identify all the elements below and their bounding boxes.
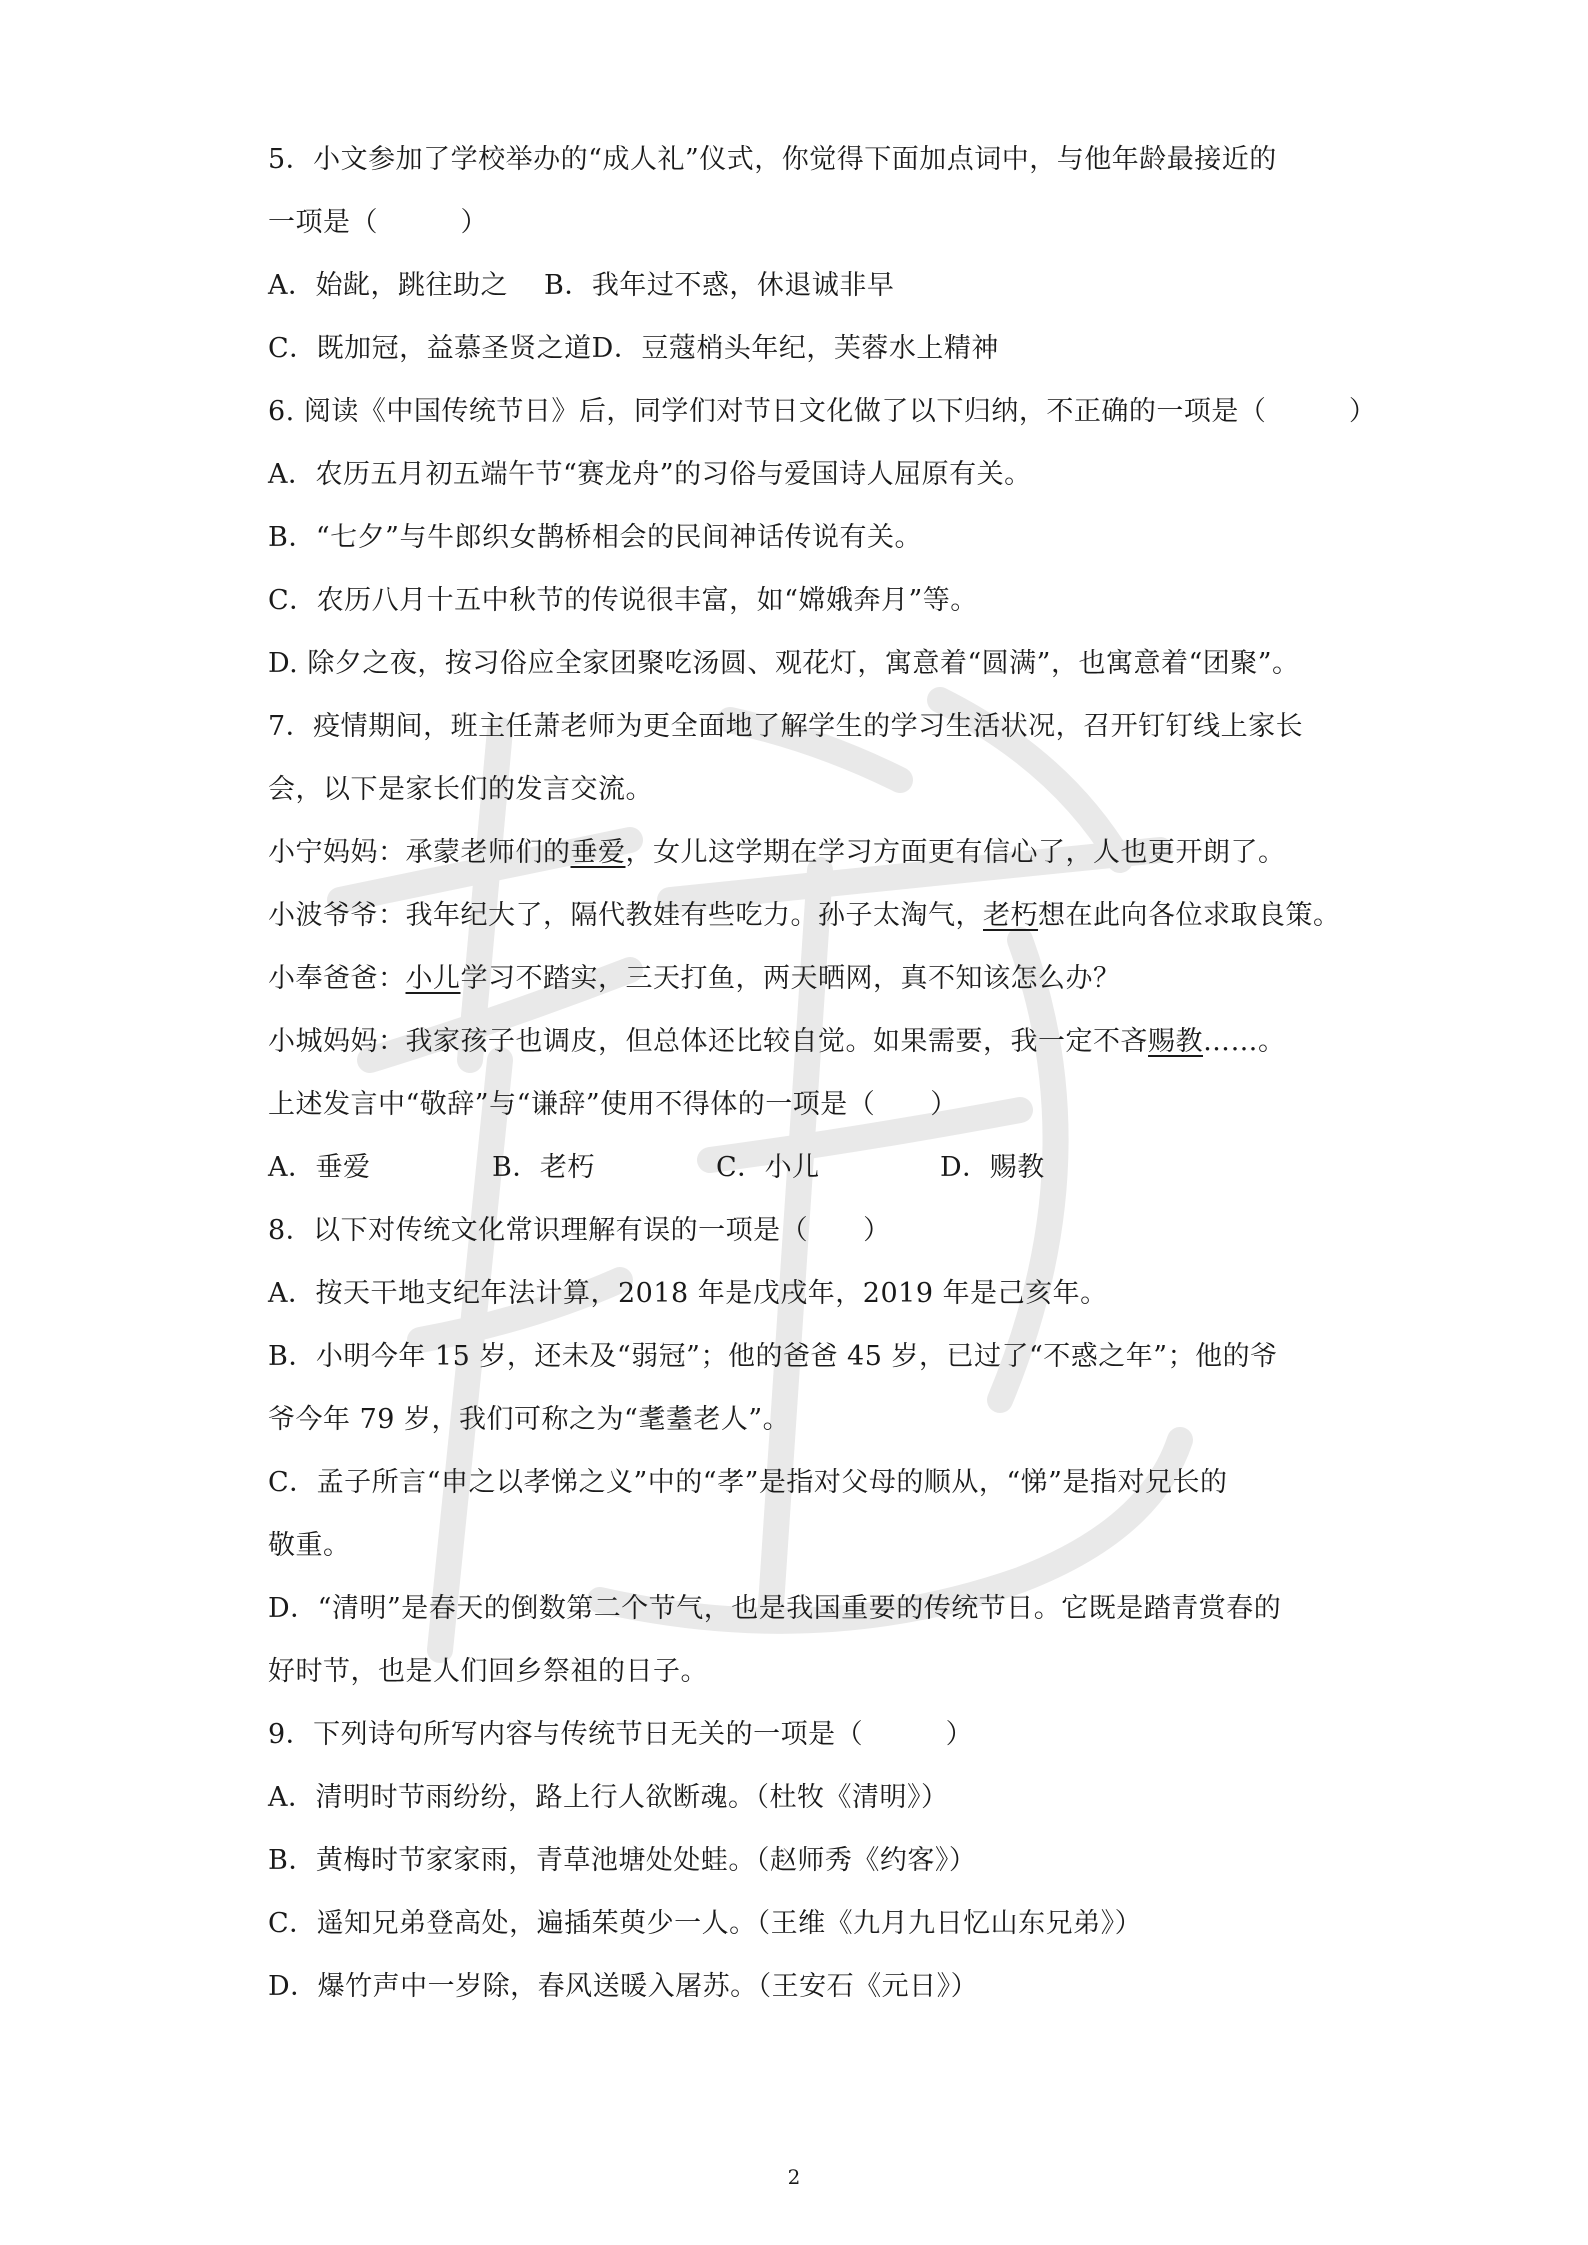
q7-option-d: D．赐教: [940, 1152, 1045, 1183]
q5-option-a: A．始龀，跳往助之: [268, 270, 508, 301]
speech-text: 想在此向各位求取良策。: [1038, 900, 1341, 931]
q6-stem: 6. 阅读《中国传统节日》后，同学们对节日文化做了以下归纳，不正确的一项是（ ）: [268, 396, 1377, 427]
q9-option-c: C．遥知兄弟登高处，遍插茱萸少一人。（王维《九月九日忆山东兄弟》）: [268, 1908, 1143, 1939]
q9-option-a: A．清明时节雨纷纷，路上行人欲断魂。（杜牧《清明》）: [268, 1782, 949, 1813]
q7-options: [268, 1136, 1348, 1199]
q7-speech-2: [268, 884, 1348, 947]
q6-option-c: C．农历八月十五中秋节的传说很丰富，如“嫦娥奔月”等。: [268, 585, 978, 616]
underlined-word: 赐教: [1148, 1026, 1203, 1057]
q8-option-d-line1: D．“清明”是春天的倒数第二个节气，也是我国重要的传统节日。它既是踏青赏春的: [268, 1593, 1282, 1624]
q8-option-a: A．按天干地支纪年法计算，2018 年是戊戌年，2019 年是己亥年。: [268, 1278, 1108, 1309]
q5-option-c: C．既加冠，益慕圣贤之道: [268, 333, 592, 364]
page-number: 2: [787, 2165, 801, 2189]
q7-option-a: A．垂爱: [268, 1152, 371, 1183]
q9-option-d: D．爆竹声中一岁除，春风送暖入屠苏。（王安石《元日》）: [268, 1971, 979, 2002]
q7-question: 上述发言中“敬辞”与“谦辞”使用不得体的一项是（ ）: [268, 1089, 958, 1120]
q5-options-cd: [268, 317, 1348, 380]
exam-content: [268, 128, 1377, 2018]
q9-stem: 9．下列诗句所写内容与传统节日无关的一项是（ ）: [268, 1719, 974, 1750]
q7-option-c: C．小儿: [716, 1152, 820, 1183]
underlined-word: 小儿: [405, 963, 461, 994]
q8-option-b-line1: B．小明今年 15 岁，还未及“弱冠”；他的爸爸 45 岁，已过了“不惑之年”；他的爷: [268, 1341, 1278, 1372]
q6-option-b: B．“七夕”与牛郎织女鹊桥相会的民间神话传说有关。: [268, 522, 922, 553]
q5-stem-line2: 一项是（ ）: [268, 207, 488, 238]
q7-speech-4: [268, 1010, 1348, 1073]
q8-stem: 8．以下对传统文化常识理解有误的一项是（ ）: [268, 1215, 891, 1246]
speech-text: 小奉爸爸：: [268, 963, 406, 994]
speech-text: 小宁妈妈：承蒙老师们的: [268, 837, 571, 868]
q5-stem-line1: 5．小文参加了学校举办的“成人礼”仪式，你觉得下面加点词中，与他年龄最接近的: [268, 144, 1277, 175]
q7-speech-1: [268, 821, 1348, 884]
underlined-word: 垂爱: [570, 837, 626, 868]
q8-option-c-line1: C．孟子所言“申之以孝悌之义”中的“孝”是指对父母的顺从，“悌”是指对兄长的: [268, 1467, 1228, 1498]
q5-option-d: D．豆蔻梢头年纪，芙蓉水上精神: [591, 333, 999, 364]
speech-text: ，女儿这学期在学习方面更有信心了，人也更开朗了。: [625, 837, 1286, 868]
q5-option-b: B．我年过不惑，休退诚非早: [544, 270, 895, 301]
speech-text: ……。: [1203, 1026, 1286, 1057]
speech-text: 小城妈妈：我家孩子也调皮，但总体还比较自觉。如果需要，我一定不吝: [268, 1026, 1148, 1057]
speech-text: 小波爷爷：我年纪大了，隔代教娃有些吃力。孙子太淘气，: [268, 900, 983, 931]
q7-option-b: B．老朽: [492, 1152, 595, 1183]
q8-option-b-line2: 爷今年 79 岁，我们可称之为“耄耋老人”。: [268, 1404, 791, 1435]
q7-stem-line1: 7．疫情期间，班主任萧老师为更全面地了解学生的学习生活状况，召开钉钉线上家长: [268, 711, 1304, 742]
q6-option-a: A．农历五月初五端午节“赛龙舟”的习俗与爱国诗人屈原有关。: [268, 459, 1032, 490]
q7-stem-line2: 会，以下是家长们的发言交流。: [268, 774, 653, 805]
q7-speech-3: [268, 947, 1348, 1010]
underlined-word: 老朽: [983, 900, 1038, 931]
q8-option-c-line2: 敬重。: [268, 1530, 351, 1561]
q6-option-d: D. 除夕之夜，按习俗应全家团聚吃汤圆、观花灯，寓意着“圆满”，也寓意着“团聚”。: [268, 648, 1300, 679]
q5-options-ab: [268, 254, 1348, 317]
q9-option-b: B．黄梅时节家家雨，青草池塘处处蛙。（赵师秀《约客》）: [268, 1845, 977, 1876]
speech-text: 学习不踏实，三天打鱼，两天晒网，真不知该怎么办？: [460, 963, 1121, 994]
q8-option-d-line2: 好时节，也是人们回乡祭祖的日子。: [268, 1656, 708, 1687]
